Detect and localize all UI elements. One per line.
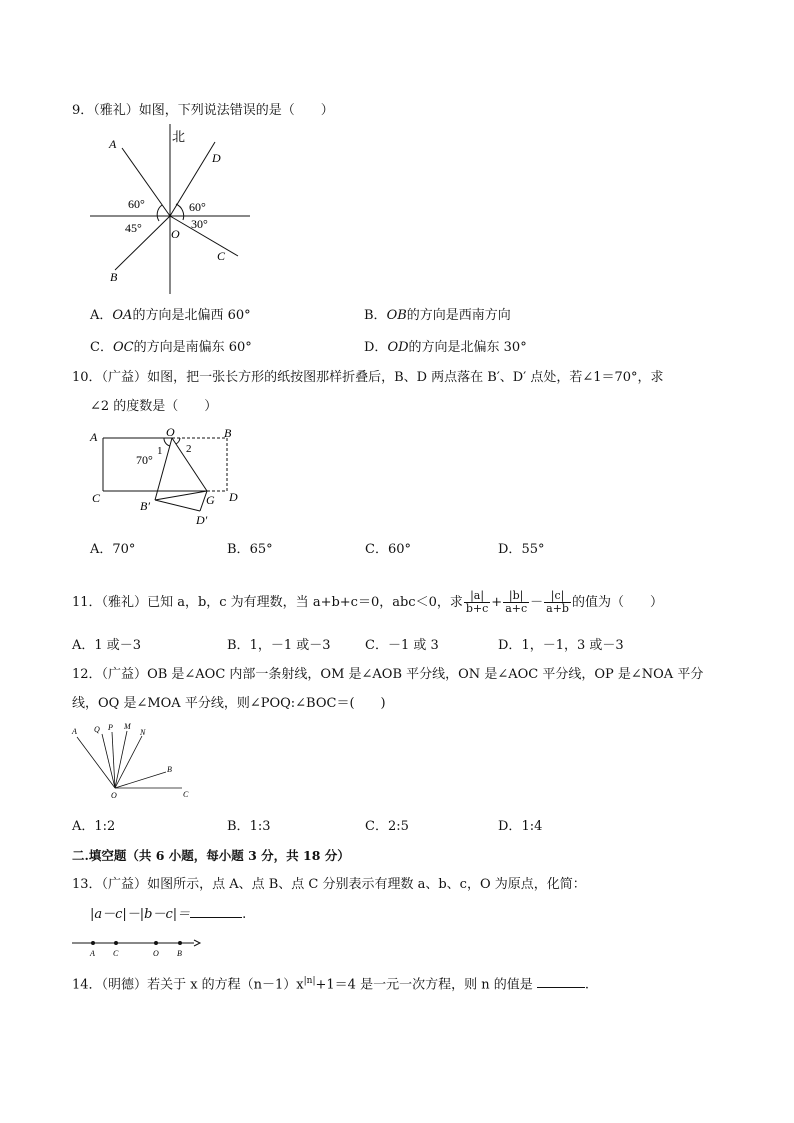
q12-label-q: Q xyxy=(94,725,100,734)
q9-option-d-var: OD xyxy=(387,340,409,355)
q13-expr: |a－c|－|b－c|＝ xyxy=(90,907,191,922)
q12-ray-on xyxy=(115,736,142,788)
q9-option-a-var: OA xyxy=(112,308,133,323)
q9-arc-right xyxy=(176,204,184,220)
q9-label-a: A xyxy=(109,137,117,151)
q11-option-c-label: C． xyxy=(365,638,388,653)
q9-option-a[interactable] xyxy=(90,304,251,323)
q10-option-b[interactable] xyxy=(227,538,273,557)
q9-figure xyxy=(85,124,255,296)
q9-option-b-text: 的方向是西南方向 xyxy=(406,308,511,323)
q13-number: 13． xyxy=(72,877,102,892)
q9-label-o: O xyxy=(171,227,180,241)
q11-option-c-text: －1 或 3 xyxy=(387,638,439,653)
q10-label-b: B xyxy=(224,426,232,440)
q13-point-b xyxy=(178,941,182,945)
q9-stem xyxy=(72,102,334,120)
q12-ray-om xyxy=(115,731,127,788)
q11-option-b[interactable] xyxy=(227,634,331,653)
q9-north-label: 北 xyxy=(172,129,186,144)
q10-option-b-label: B． xyxy=(227,542,250,557)
q14-text-b: +1＝4 是一元一次方程，则 n 的值是 xyxy=(315,977,533,993)
q12-ray-ob xyxy=(115,772,166,788)
q12-label-o: O xyxy=(111,791,117,800)
q10-text-2: ∠2 的度数是（ ） xyxy=(90,399,218,414)
q12-option-a-label: A． xyxy=(72,819,95,834)
q9-text: 如图，下列说法错误的是（ ） xyxy=(138,103,334,118)
q13-label-c: C xyxy=(113,949,119,958)
q10-angle-2: 2 xyxy=(186,443,192,455)
q9-source: （雅礼） xyxy=(93,103,139,118)
q10-bp-g xyxy=(155,491,207,500)
q14-answer-blank[interactable] xyxy=(537,975,585,988)
q12-label-b: B xyxy=(167,765,172,774)
q10-text-1: 如图，把一张长方形的纸按图那样折叠后，B、D 两点落在 B′、D′ 点处，若∠1＝70°，求 xyxy=(147,370,664,385)
q9-label-c: C xyxy=(217,249,226,263)
q10-label-d: D xyxy=(229,490,238,504)
q10-option-c-label: C． xyxy=(365,542,388,557)
q11-option-c[interactable] xyxy=(365,634,439,653)
q13-end: . xyxy=(242,907,247,922)
q10-option-a-text: 70° xyxy=(112,542,136,557)
q12-ray-oa xyxy=(77,737,115,788)
q12-option-d[interactable] xyxy=(498,815,542,834)
q10-option-c-text: 60° xyxy=(387,542,411,557)
q9-option-b[interactable] xyxy=(364,304,511,323)
q13-label-a: A xyxy=(90,949,95,958)
q11-fraction-b xyxy=(503,590,529,615)
q11-fraction-c xyxy=(544,590,571,615)
q13-expression xyxy=(90,905,246,924)
q11-option-b-text: 1，－1 或－3 xyxy=(249,638,331,653)
section-title: 二.填空题（共 6 小题，每小题 3 分，共 18 分） xyxy=(72,848,350,863)
q10-label-o: O xyxy=(166,425,175,439)
q9-option-c[interactable] xyxy=(90,336,252,355)
q12-option-b-label: B． xyxy=(227,819,250,834)
q13-axis-arrow-icon xyxy=(194,940,200,946)
q12-source: （广益） xyxy=(101,667,148,682)
q11-fraction-a-den: b+c xyxy=(465,602,489,615)
q10-angle-1: 1 xyxy=(157,445,163,457)
q11-number: 11． xyxy=(72,595,102,610)
q13-answer-blank[interactable] xyxy=(190,905,242,918)
q10-source: （广益） xyxy=(101,370,148,385)
q11-fraction-b-num: |b| xyxy=(503,590,529,603)
q12-option-b-text: 1:3 xyxy=(249,819,271,834)
q11-fraction-c-den: a+b xyxy=(546,602,569,615)
q10-option-d-label: D． xyxy=(498,542,522,557)
q14-number: 14． xyxy=(72,977,102,993)
q11-option-d[interactable] xyxy=(498,634,624,653)
q10-option-d-text: 55° xyxy=(521,542,545,557)
q12-option-a[interactable] xyxy=(72,815,115,834)
q9-option-c-text: 的方向是南偏东 60° xyxy=(133,340,252,355)
q10-option-b-text: 65° xyxy=(249,542,273,557)
q12-option-c-text: 2:5 xyxy=(387,819,409,834)
q12-option-c[interactable] xyxy=(365,815,409,834)
q11-option-b-label: B． xyxy=(227,638,250,653)
q10-label-g: G xyxy=(206,493,215,507)
q12-option-a-text: 1:2 xyxy=(94,819,116,834)
q10-arc-2 xyxy=(176,438,180,444)
q14-source: （明德） xyxy=(101,977,148,993)
q9-option-a-text: 的方向是北偏西 60° xyxy=(132,308,251,323)
q9-angle-45: 45° xyxy=(125,221,142,235)
q9-label-b: B xyxy=(110,270,118,284)
q11-option-a-text: 1 或－3 xyxy=(94,638,142,653)
q10-stem-line1 xyxy=(72,369,664,387)
q12-label-p: P xyxy=(108,723,113,732)
q13-number-line xyxy=(70,935,205,959)
q10-arc-1 xyxy=(164,438,170,446)
q11-option-d-label: D． xyxy=(498,638,522,653)
q9-ray-ob xyxy=(115,216,170,270)
q10-label-c: C xyxy=(92,491,101,505)
q12-option-d-label: D． xyxy=(498,819,522,834)
q14-stem xyxy=(72,972,589,994)
q9-option-d-label: D． xyxy=(364,340,388,355)
q11-fraction-a-num: |a| xyxy=(464,590,490,603)
q9-option-d[interactable] xyxy=(364,336,527,355)
q9-option-d-text: 的方向是北偏东 30° xyxy=(408,340,527,355)
q9-arc-left xyxy=(157,205,162,221)
q9-label-d: D xyxy=(212,151,221,165)
q12-label-n: N xyxy=(140,728,146,737)
q12-text-1: OB 是∠AOC 内部一条射线，OM 是∠AOB 平分线，ON 是∠AOC 平分线，OP 是∠NOA 平分 xyxy=(147,667,704,682)
q11-fraction-c-num: |c| xyxy=(544,590,571,603)
q10-option-a[interactable] xyxy=(90,538,135,557)
q9-number: 9． xyxy=(72,103,94,118)
q10-label-d-prime: D′ xyxy=(196,513,208,527)
q12-text-2: 线，OQ 是∠MOA 平分线，则∠POQ:∠BOC＝( ) xyxy=(72,696,386,711)
q12-stem-line2 xyxy=(72,695,386,713)
q10-bp-dp xyxy=(155,500,200,511)
q10-option-a-label: A． xyxy=(90,542,113,557)
q10-angle-70: 70° xyxy=(136,453,153,467)
q11-plus: + xyxy=(491,595,503,610)
q11-minus: － xyxy=(530,595,544,610)
q12-label-a: A xyxy=(72,727,77,736)
q9-angle-60-left: 60° xyxy=(128,197,145,211)
q10-option-d[interactable] xyxy=(498,538,544,557)
q9-option-a-label: A． xyxy=(90,308,113,323)
q11-fraction-b-den: a+c xyxy=(505,602,528,615)
q12-figure xyxy=(68,720,198,802)
q9-angle-60-right: 60° xyxy=(189,200,206,214)
q12-ray-op xyxy=(112,732,115,788)
q10-stem-line2 xyxy=(90,398,217,416)
q12-label-m: M xyxy=(124,722,131,731)
q9-option-b-label: B． xyxy=(364,308,387,323)
q13-source: （广益） xyxy=(101,877,148,892)
q11-text-b: 的值为（ ） xyxy=(571,595,663,610)
q14-text-a: 若关于 x 的方程（n－1）x xyxy=(147,977,304,993)
q12-option-c-label: C． xyxy=(365,819,388,834)
q10-figure xyxy=(88,424,248,528)
q12-label-c: C xyxy=(183,790,189,799)
q13-label-o: O xyxy=(153,949,159,958)
q9-option-c-var: OC xyxy=(112,340,134,355)
q10-number: 10． xyxy=(72,370,102,385)
q13-point-o xyxy=(154,941,158,945)
q10-label-b-prime: B′ xyxy=(140,499,150,513)
q9-option-c-label: C． xyxy=(90,340,113,355)
q11-stem xyxy=(72,590,663,616)
q11-option-a-label: A． xyxy=(72,638,95,653)
q10-option-c[interactable] xyxy=(365,538,411,557)
q12-number: 12． xyxy=(72,667,102,682)
q11-source: （雅礼） xyxy=(101,595,148,610)
q11-option-d-text: 1，－1，3 或－3 xyxy=(521,638,624,653)
q14-exponent: |n| xyxy=(303,976,316,986)
q12-option-b[interactable] xyxy=(227,815,270,834)
q13-point-c xyxy=(114,941,118,945)
q13-stem xyxy=(72,876,586,894)
q12-stem-line1 xyxy=(72,666,703,684)
q9-option-b-var: OB xyxy=(386,308,407,323)
q13-point-a xyxy=(91,941,95,945)
q11-text-a: 已知 a，b，c 为有理数，当 a+b+c＝0，abc＜0，求 xyxy=(147,595,463,610)
q10-label-a: A xyxy=(90,430,98,444)
q9-angle-30: 30° xyxy=(191,217,208,231)
q13-text: 如图所示，点 A、点 B、点 C 分别表示有理数 a、b、c，O 为原点，化简： xyxy=(147,877,586,892)
q11-option-a[interactable] xyxy=(72,634,141,653)
q13-label-b: B xyxy=(177,949,182,958)
q11-fraction-a xyxy=(464,590,490,615)
q14-end: . xyxy=(584,977,590,993)
q12-option-d-text: 1:4 xyxy=(521,819,543,834)
